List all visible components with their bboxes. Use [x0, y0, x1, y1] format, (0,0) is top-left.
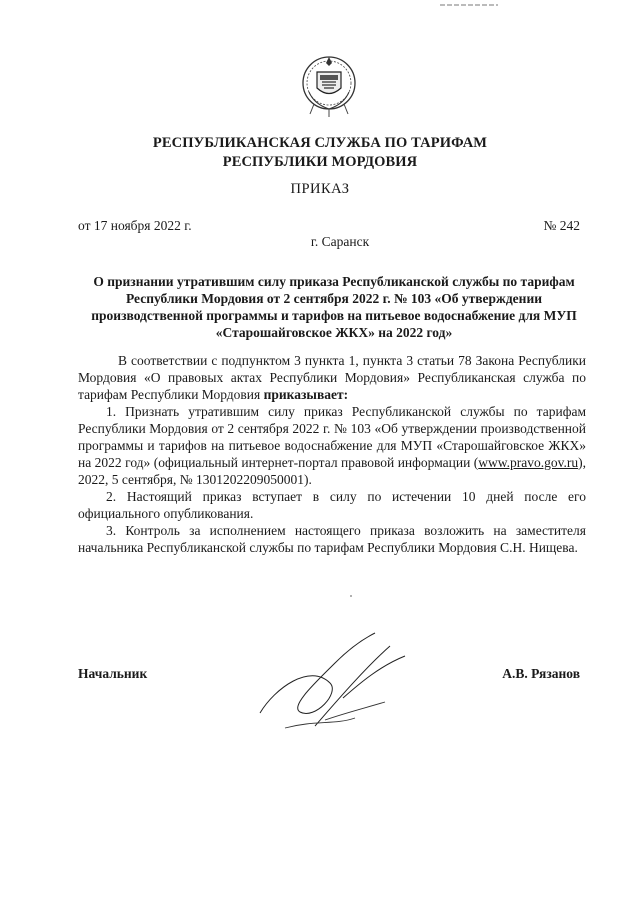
document-number: № 242 [543, 218, 580, 233]
document-type: ПРИКАЗ [290, 181, 350, 197]
item-1-text: 1. Признать утратившим силу приказ Республиканской службы по тарифам Республики Мордовия от 2 сентября 2022 г. № 103 «Об утверждении производственной программы и тарифов на питьевое водоснабжение для МУП «Старошайговское ЖКХ» на 2022 год» (официальный интернет-портал правовой информации ( [78, 404, 586, 470]
document-city: г. Саранск [310, 234, 370, 249]
document-body [78, 352, 586, 556]
item-2-paragraph: 2. Настоящий приказ вступает в силу по истечении 10 дней после его официального опубликования. [78, 489, 586, 521]
preamble-text: В соответствии с подпунктом 3 пункта 1, пункта 3 статьи 78 Закона Республики Мордовия «О правовых актах Республики Мордовия» Республиканская служба по тарифам Республики Мордовия [78, 353, 586, 402]
organization-line-1: РЕСПУБЛИКАНСКАЯ СЛУЖБА ПО ТАРИФАМ [152, 135, 488, 151]
scan-mark [440, 4, 498, 6]
organization-name [0, 134, 640, 172]
pravo-link[interactable]: www.pravo.gov.ru [478, 455, 579, 470]
item-1-paragraph [78, 403, 586, 488]
signatory-name: А.В. Рязанов [502, 666, 580, 681]
handwritten-signature [255, 628, 425, 738]
preamble-bold: приказывает: [263, 387, 349, 402]
preamble-paragraph [78, 352, 586, 403]
item-1-tail: ), 2022, 5 сентября, № 1301202209050001). [78, 455, 586, 487]
signatory-position: Начальник [78, 666, 148, 681]
document-date: от 17 ноября 2022 г. [78, 218, 192, 233]
scan-speck [350, 595, 352, 597]
coat-of-arms-emblem [300, 52, 358, 118]
item-3-paragraph: 3. Контроль за исполнением настоящего приказа возложить на заместителя начальника Республиканской службы по тарифам Республики Мордовия С.Н. Нищева. [78, 523, 586, 555]
organization-line-2: РЕСПУБЛИКИ МОРДОВИЯ [222, 154, 418, 170]
document-subject: О признании утратившим силу приказа Республиканской службы по тарифам Республики Мордовия от 2 сентября 2022 г. № 103 «Об утверждении производственной программы и тарифов на питьевое водоснабжение для МУП «Старошайговское ЖКХ» на 2022 год» [91, 274, 577, 340]
